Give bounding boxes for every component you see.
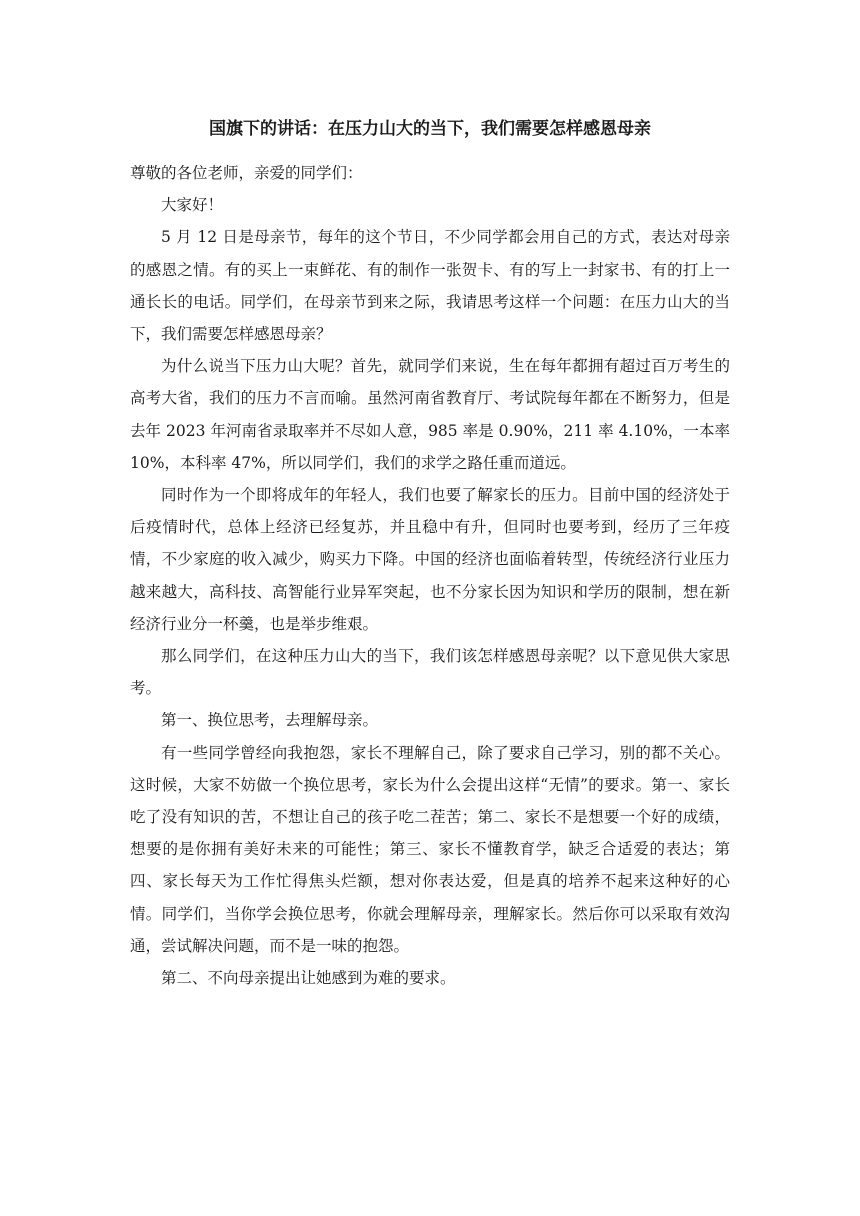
paragraph-greeting: 大家好！ (161, 196, 224, 215)
paragraph-point-one-body: 有一些同学曾经向我抱怨，家长不理解自己，除了要求自己学习，别的都不关心。这时候，大家不妨做一个换位思考，家长为什么会提出这样“无情”的要求。第一、家长吃了没有知识的苦，不想让自己的孩子吃二茬苦；第二、家长不是想要一个好的成绩，想要的是你拥有美好未来的可能性；第三、家长不懂教育学，缺乏合适爱的表达；第四、家长每天为工作忙得焦头烂额，想对你表达爱，但是真的培养不起来这种好的心情。同学们，当你学会换位思考，你就会理解母亲，理解家长。然后你可以采取有效沟通，尝试解决问题，而不是一味的抱怨。 (130, 743, 730, 955)
paragraph-student-pressure: 为什么说当下压力山大呢？首先，就同学们来说，生在每年都拥有超过百万考生的高考大省，我们的压力不言而喻。虽然河南省教育厅、考试院每年都在不断努力，但是去年 2023 年河南省录取率并不尽如人意，985 率是 0.90%，211 率 4.10%，一本率 10%，本科率 47%，所以同学们，我们的求学之路任重而道远。 (130, 357, 730, 472)
salutation: 尊敬的各位老师，亲爱的同学们： (130, 164, 363, 182)
document-body (130, 157, 730, 994)
paragraph-mothers-day: 5 月 12 日是母亲节，每年的这个节日，不少同学都会用自己的方式，表达对母亲的感恩之情。有的买上一束鲜花、有的制作一张贺卡、有的写上一封家书、有的打上一通长长的电话。同学们，在母亲节到来之际，我请思考这样一个问题：在压力山大的当下，我们需要怎样感恩母亲？ (130, 228, 730, 344)
document-title: 国旗下的讲话：在压力山大的当下，我们需要怎样感恩母亲 (209, 119, 651, 139)
paragraph-point-one-heading: 第一、换位思考，去理解母亲。 (161, 711, 379, 730)
paragraph-point-two-heading: 第二、不向母亲提出让她感到为难的要求。 (161, 969, 456, 988)
paragraph-parent-pressure: 同时作为一个即将成年的年轻人，我们也要了解家长的压力。目前中国的经济处于后疫情时代，总体上经济已经复苏，并且稳中有升，但同时也要考到，经历了三年疫情，不少家庭的收入减少，购买力下降。中国的经济也面临着转型，传统经济行业压力越来越大，高科技、高智能行业异军突起，也不分家长因为知识和学历的限制，想在新经济行业分一杯羹，也是举步维艰。 (130, 486, 730, 633)
paragraph-question: 那么同学们，在这种压力山大的当下，我们该怎样感恩母亲呢？以下意见供大家思考。 (130, 647, 730, 698)
